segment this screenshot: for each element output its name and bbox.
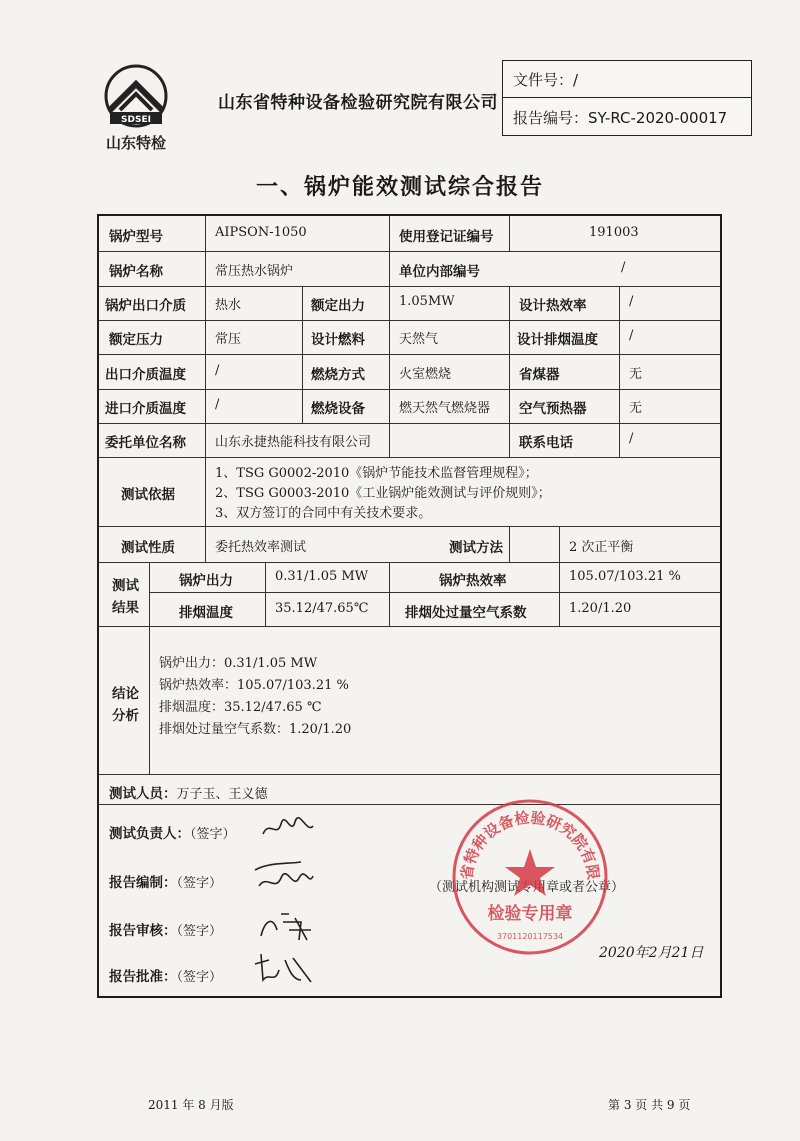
signature-responsible: [259, 814, 319, 844]
conclusion-label: 结论: [112, 686, 139, 702]
seal-inner-text: 检验专用章: [487, 904, 573, 924]
phone-value: /: [629, 431, 634, 446]
nature-value: 委托热效率测试: [215, 540, 307, 555]
outlet-medium-label: 锅炉出口介质: [105, 298, 186, 314]
rated-output-value: 1.05MW: [399, 294, 455, 309]
report-table: [97, 214, 722, 998]
method-label: 测试方法: [449, 540, 503, 556]
inlet-temp-label: 进口介质温度: [105, 401, 186, 417]
basis-label: 测试依据: [121, 487, 175, 503]
report-date: 2020年2月21日: [599, 945, 704, 961]
basis-item: 2、TSG G0003-2010《工业锅炉能效测试与评价规则》；: [215, 486, 551, 501]
design-fuel-label: 设计燃料: [311, 332, 365, 348]
seal-note: （测试机构测试专用章或者公章）: [429, 880, 625, 895]
boiler-model-value: AIPSON-1050: [215, 225, 307, 240]
file-no-label: 文件号：: [513, 71, 574, 89]
method-value: 2 次正平衡: [569, 540, 634, 555]
reg-cert-value: 191003: [589, 225, 639, 240]
page-number: 第 3 页 共 9 页: [608, 1098, 691, 1112]
rated-pressure-label: 额定压力: [109, 332, 163, 348]
report-no-value: SY-RC-2020-00017: [588, 109, 728, 127]
document-number-box: [502, 60, 752, 136]
sdsei-logo: [88, 62, 184, 156]
res-eff-label: 锅炉热效率: [439, 573, 507, 589]
design-exhaust-value: /: [629, 328, 634, 343]
res-eff-value: 105.07/103.21 %: [569, 569, 681, 584]
logo-caption: 山东特检: [105, 134, 167, 152]
design-fuel-value: 天然气: [399, 332, 439, 347]
signature-approved: [249, 950, 319, 990]
sign-label: （签字）: [190, 827, 236, 842]
design-eff-label: 设计热效率: [519, 298, 587, 314]
official-seal: [450, 797, 610, 957]
air-preheater-label: 空气预热器: [519, 401, 587, 417]
client-value: 山东永捷热能科技有限公司: [215, 435, 372, 450]
rated-pressure-value: 常压: [215, 332, 242, 347]
res-air-value: 1.20/1.20: [569, 601, 632, 616]
approved-label: 报告批准：: [109, 969, 177, 985]
inlet-temp-value: /: [215, 397, 220, 412]
sign-label: （签字）: [176, 876, 223, 891]
testers-label: 测试人员：: [109, 786, 177, 802]
basis-item: 3、双方签订的合同中有关技术要求。: [215, 506, 432, 521]
reg-cert-label: 使用登记证编号: [399, 229, 494, 245]
design-exhaust-label: 设计排烟温度: [517, 332, 598, 348]
boiler-name-label: 锅炉名称: [109, 264, 163, 280]
compiled-label: 报告编制：: [109, 875, 177, 891]
reviewed-label: 报告审核：: [109, 923, 177, 939]
conclusion-line: 排烟温度：35.12/47.65 ℃: [159, 700, 322, 715]
conclusion-line: 锅炉出力：0.31/1.05 MW: [159, 656, 318, 671]
internal-no-value: /: [621, 260, 626, 275]
organization-name: 山东省特种设备检验研究院有限公司: [218, 93, 498, 113]
outlet-temp-label: 出口介质温度: [105, 367, 186, 383]
responsible-label: 测试负责人：: [109, 826, 190, 842]
air-preheater-value: 无: [629, 401, 643, 416]
design-eff-value: /: [629, 294, 634, 309]
results-label: 测试: [112, 578, 139, 594]
edition-label: 2011 年 8 月版: [148, 1098, 234, 1112]
economizer-label: 省煤器: [519, 367, 560, 383]
outlet-temp-value: /: [215, 363, 220, 378]
report-title: 一、锅炉能效测试综合报告: [255, 175, 544, 200]
conclusion-label: 分析: [112, 708, 139, 724]
testers-value: 万子玉、王义德: [176, 787, 268, 802]
internal-no-label: 单位内部编号: [399, 264, 480, 280]
signature-reviewed: [255, 906, 325, 946]
file-no-value: /: [573, 71, 579, 89]
report-no-label: 报告编号：: [513, 109, 589, 127]
res-exhaust-value: 35.12/47.65℃: [275, 601, 369, 616]
results-label: 结果: [112, 600, 139, 616]
res-output-value: 0.31/1.05 MW: [275, 569, 369, 584]
boiler-model-label: 锅炉型号: [109, 229, 163, 245]
combustion-equip-label: 燃烧设备: [311, 401, 365, 417]
boiler-name-value: 常压热水锅炉: [215, 264, 294, 279]
seal-number: 3701120117534: [496, 932, 564, 941]
logo-text: SDSEI: [121, 115, 151, 125]
phone-label: 联系电话: [519, 435, 573, 451]
client-label: 委托单位名称: [105, 435, 186, 451]
rated-output-label: 额定出力: [311, 298, 365, 314]
res-exhaust-label: 排烟温度: [179, 605, 233, 621]
sign-label: （签字）: [176, 970, 223, 985]
outlet-medium-value: 热水: [215, 298, 242, 313]
conclusion-line: 锅炉热效率：105.07/103.21 %: [159, 678, 349, 693]
conclusion-line: 排烟处过量空气系数：1.20/1.20: [159, 722, 352, 737]
economizer-value: 无: [629, 367, 643, 382]
basis-list: [215, 462, 715, 522]
res-air-label: 排烟处过量空气系数: [405, 605, 527, 621]
combustion-mode-label: 燃烧方式: [311, 367, 365, 383]
nature-label: 测试性质: [121, 540, 175, 556]
basis-item: 1、TSG G0002-2010《锅炉节能技术监督管理规程》；: [215, 466, 538, 481]
seal-outer-text: 省特种设备检验研究院有限: [457, 808, 603, 881]
sign-label: （签字）: [176, 924, 223, 939]
conclusion-list: [159, 652, 559, 742]
combustion-equip-value: 燃天然气燃烧器: [399, 401, 491, 416]
res-output-label: 锅炉出力: [179, 573, 233, 589]
combustion-mode-value: 火室燃烧: [399, 367, 452, 382]
signature-compiled: [249, 856, 319, 896]
